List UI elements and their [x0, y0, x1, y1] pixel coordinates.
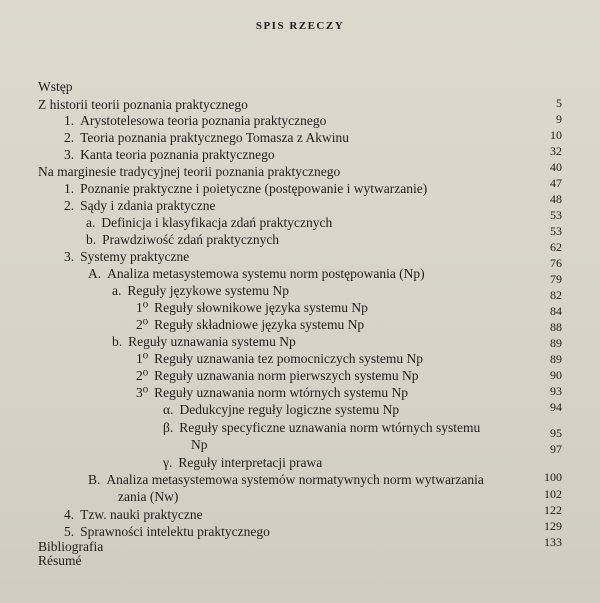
page-number: 89 [550, 336, 562, 350]
page-number: 62 [550, 240, 562, 254]
toc-entry: 3⁰ Reguły uznawania norm wtórnych systemu Np [136, 385, 408, 400]
page-number: 76 [550, 256, 562, 270]
page-number: 94 [550, 400, 562, 414]
toc-entry: Z historii teorii poznania praktycznego [38, 97, 248, 112]
toc-entry: 3. Systemy praktyczne [64, 249, 190, 264]
page-header: SPIS RZECZY [255, 20, 345, 32]
toc-entry: α. Dedukcyjne reguły logiczne systemu Np [163, 402, 400, 417]
toc-entry: 2⁰ Reguły uznawania norm pierwszych systemu Np [136, 368, 419, 383]
toc-entry: b. Reguły uznawania systemu Np [112, 334, 296, 349]
page-number: 53 [550, 224, 562, 238]
page-number: 79 [550, 272, 562, 286]
toc-entry: γ. Reguły interpretacji prawa [163, 455, 323, 470]
page-number: 48 [550, 192, 562, 206]
toc-entry: B. Analiza metasystemowa systemów normatywnych norm wytwarzania [88, 472, 484, 487]
page-number: 47 [550, 176, 562, 190]
page-number: 93 [550, 384, 562, 398]
page-number: 84 [550, 304, 562, 318]
toc-entry: 2⁰ Reguły składniowe języka systemu Np [136, 317, 365, 332]
toc-entry: Résumé [38, 553, 82, 568]
page-number: 129 [544, 519, 562, 533]
toc-entry: Wstęp [38, 79, 73, 94]
page-number: 89 [550, 352, 562, 366]
toc-entry: a. Reguły językowe systemu Np [112, 283, 289, 298]
toc-entry: 2. Teoria poznania praktycznego Tomasza z Akwinu [64, 130, 350, 145]
page-number: 122 [544, 503, 562, 517]
toc-entry: 5. Sprawności intelektu praktycznego [64, 524, 270, 539]
page-number: 97 [550, 442, 562, 456]
toc-entry: Bibliografia [38, 539, 104, 554]
page-number: 88 [550, 320, 562, 334]
page-number: 53 [550, 208, 562, 222]
toc-entry: 1. Poznanie praktyczne i poietyczne (postępowanie i wytwarzanie) [64, 181, 428, 196]
toc-entry: Np [191, 437, 208, 452]
toc-entry: A. Analiza metasystemowa systemu norm postępowania (Np) [88, 266, 425, 281]
page-number: 95 [550, 426, 562, 440]
page-number: 10 [550, 128, 562, 142]
toc-entry: 1⁰ Reguły uznawania tez pomocniczych systemu Np [136, 351, 423, 366]
toc-entry: zania (Nw) [118, 489, 179, 504]
page-number: 5 [556, 96, 562, 110]
page-number: 90 [550, 368, 562, 382]
page-number: 9 [556, 112, 562, 126]
toc-entry: 1⁰ Reguły słownikowe języka systemu Np [136, 300, 368, 315]
toc-entry: b. Prawdziwość zdań praktycznych [86, 232, 280, 247]
toc-entry: 2. Sądy i zdania praktyczne [64, 198, 216, 213]
page-number: 100 [544, 470, 562, 484]
toc-entry: 4. Tzw. nauki praktyczne [64, 507, 203, 522]
toc-entry: β. Reguły specyficzne uznawania norm wtórnych systemu [163, 420, 481, 435]
toc-entry: 3. Kanta teoria poznania praktycznego [64, 147, 275, 162]
page-number: 32 [550, 144, 562, 158]
page-number: 102 [544, 487, 562, 501]
toc-entry: a. Definicja i klasyfikacja zdań praktycznych [86, 215, 333, 230]
page-number: 40 [550, 160, 562, 174]
page-number: 133 [544, 535, 562, 549]
toc-entry: Na marginesie tradycyjnej teorii poznania praktycznego [38, 164, 341, 179]
page-number: 82 [550, 288, 562, 302]
toc-entry: 1. Arystotelesowa teoria poznania praktycznego [64, 113, 327, 128]
